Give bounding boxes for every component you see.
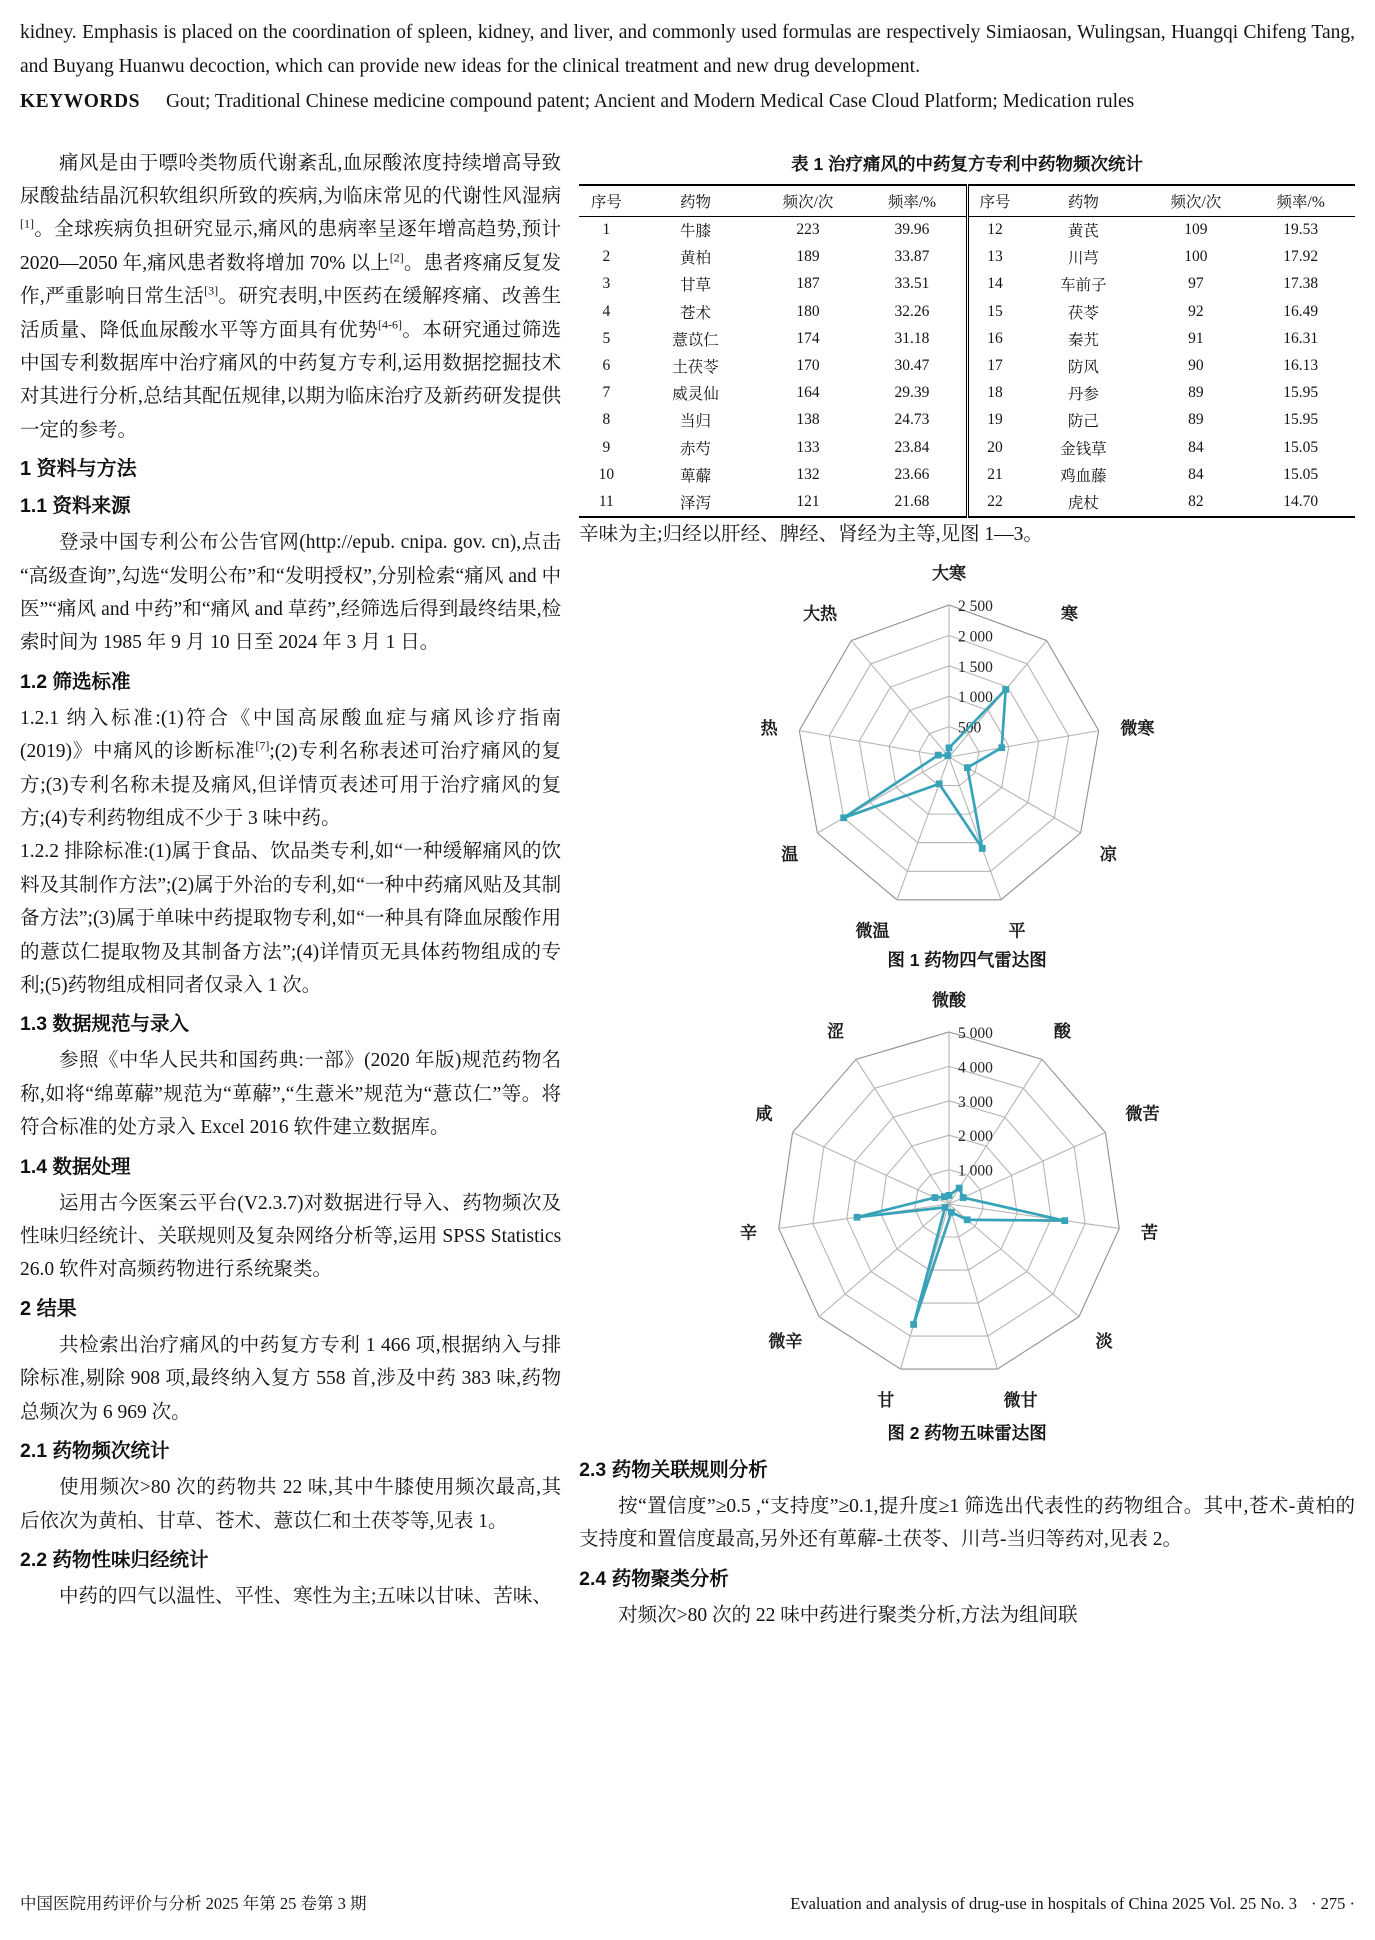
table-cell: 21	[967, 461, 1021, 488]
table-header	[579, 185, 1355, 217]
radar-tick-label: 2 000	[958, 1128, 993, 1146]
section-1-heading: 1 资料与方法	[20, 458, 137, 481]
property-stats-paragraph-start: 中药的四气以温性、平性、寒性为主;五味以甘味、苦味、	[59, 1585, 552, 1607]
four-qi-radar-chart	[587, 557, 1347, 945]
radar-axis-label: 微辛	[768, 1332, 803, 1352]
table-cell: 17.38	[1283, 275, 1319, 293]
radar-data-point	[945, 752, 952, 759]
table-row	[579, 352, 1355, 379]
radar-tick-label: 1 000	[958, 1162, 993, 1180]
table-row	[579, 488, 1355, 516]
radar-data-point	[941, 1193, 948, 1200]
table-cell: 138	[796, 411, 820, 429]
table-cell: 82	[1188, 492, 1204, 510]
figure-2-caption: 图 2 药物五味雷达图	[887, 1422, 1047, 1443]
radar-data-point	[948, 1209, 955, 1216]
table-header-cell: 频次/次	[1145, 185, 1246, 217]
table-cell: 黄芪	[1067, 223, 1099, 241]
drug-frequency-table	[579, 184, 1355, 518]
radar-data-point	[979, 845, 986, 852]
table-cell: 19.53	[1283, 221, 1319, 239]
table-cell: 16.13	[1283, 357, 1319, 375]
table-row	[579, 434, 1355, 461]
table-header-cell: 频率/%	[1246, 185, 1355, 217]
inclusion-criteria-paragraph: 1.2.1 纳入标准:(1)符合《中国高尿酸血症与痛风诊疗指南(2019)》中痛风的诊断标准[7];(2)专利名称表述可治疗痛风的复方;(3)专利名称未提及痛风,但详情页表述可用于治疗痛风的复方;(4)专利药物组成不少于 3 味中药。	[20, 707, 562, 829]
table-cell: 甘草	[680, 277, 712, 295]
keywords-label: KEYWORDS	[20, 91, 140, 112]
table-cell: 15.05	[1283, 465, 1319, 483]
radar-axis-label: 苦	[1141, 1223, 1159, 1243]
table-cell: 21.68	[894, 492, 930, 510]
intro-paragraph: 痛风是由于嘌呤类物质代谢紊乱,血尿酸浓度持续增高导致尿酸盐结晶沉积软组织所致的疾病,为临床常见的代谢性风湿病[1]。全球疾病负担研究显示,痛风的患病率呈逐年增高趋势,预计 2020—2050 年,痛风患者数将增加 70% 以上[2]。患者疼痛反复发作,严重影响日常生活[3]。研究表明,中医药在缓解疼痛、改善生活质量、降低血尿酸水平等方面具有优势[4-6]。本研究通过筛选中国专利数据库中治疗痛风的中药复方专利,运用数据挖掘技术对其进行分析,总结其配伍规律,以期为临床治疗及新药研发提供一定的参考。	[20, 152, 562, 441]
radar-spoke	[799, 731, 949, 757]
radar-axis-label: 大寒	[932, 563, 967, 583]
table-cell: 1	[602, 221, 611, 239]
section-1-1-heading: 1.1 资料来源	[20, 495, 131, 518]
association-rules-paragraph: 按“置信度”≥0.5 ,“支持度”≥0.1,提升度≥1 筛选出代表性的药物组合。其中,苍术-黄柏的支持度和置信度最高,另外还有萆薢-土茯苓、川芎-当归等药对,见表 2。	[579, 1495, 1355, 1551]
radar-axis-label: 温	[781, 844, 799, 864]
footer-journal-english-text: Evaluation and analysis of drug-use in hospitals of China 2025 Vol. 25 No. 3	[790, 1894, 1297, 1913]
table-cell: 189	[796, 248, 820, 266]
table-cell: 5	[602, 329, 611, 347]
table-row	[579, 461, 1355, 488]
table-row	[579, 298, 1355, 325]
table-cell: 14.70	[1283, 492, 1319, 510]
table-cell: 14	[967, 271, 1021, 298]
table-row	[579, 325, 1355, 352]
section-1-3-heading: 1.3 数据规范与录入	[20, 1013, 190, 1036]
table-cell: 109	[1184, 221, 1208, 239]
table-body	[579, 216, 1355, 517]
page-footer	[20, 1890, 1355, 1914]
table-cell: 车前子	[1060, 277, 1107, 295]
radar-spoke	[817, 757, 949, 833]
radar-spoke	[949, 1204, 997, 1369]
radar-axis-label: 微苦	[1125, 1104, 1160, 1124]
table-cell: 防己	[1067, 413, 1099, 431]
table-cell: 茯苓	[1067, 304, 1099, 322]
table-cell: 92	[1188, 302, 1204, 320]
radar-data-point	[942, 1204, 949, 1211]
radar-axis-label: 寒	[1060, 604, 1078, 624]
radar-data-point	[840, 814, 847, 821]
table-cell: 18	[967, 380, 1021, 407]
radar-data-point	[1061, 1217, 1068, 1224]
footer-journal-chinese: 中国医院用药评价与分析 2025 年第 25 卷第 3 期	[20, 1894, 367, 1913]
data-standardization-paragraph: 参照《中华人民共和国药典:一部》(2020 年版)规范药物名称,如将“绵萆薢”规范为“萆薢”,“生薏米”规范为“薏苡仁”等。将符合标准的处方录入 Excel 2016 软件建立数据库。	[20, 1050, 562, 1139]
keywords-line	[20, 85, 1355, 119]
table-cell: 16.31	[1283, 329, 1319, 347]
radar-axis-label: 热	[760, 718, 778, 738]
table-cell: 17	[967, 352, 1021, 379]
radar-data-point	[964, 764, 971, 771]
exclusion-criteria-paragraph: 1.2.2 排除标准:(1)属于食品、饮品类专利,如“一种缓解痛风的饮料及其制作方法”;(2)属于外治的专利,如“一种中药痛风贴及其制备方法”;(3)属于单味中药提取物专利,如“一种具有降血尿酸作用的薏苡仁提取物及其制备方法”;(4)详情页无具体药物组成的专利;(5)药物组成相同者仅录入 1 次。	[20, 841, 562, 997]
section-2-3-heading: 2.3 药物关联规则分析	[579, 1458, 768, 1481]
two-column-body	[20, 147, 1355, 1633]
table-cell: 鸡血藤	[1060, 467, 1107, 485]
table-cell: 170	[796, 357, 820, 375]
table-cell: 33.87	[894, 248, 930, 266]
radar-tick-label: 1 500	[958, 658, 993, 676]
table-cell: 133	[796, 438, 820, 456]
section-2-heading: 2 结果	[20, 1297, 77, 1320]
radar-axis-label: 酸	[1053, 1021, 1071, 1041]
table-cell: 15.95	[1283, 384, 1319, 402]
table-header-cell: 药物	[1021, 185, 1145, 217]
table-cell: 187	[796, 275, 820, 293]
radar-axis-label: 微酸	[932, 990, 967, 1010]
radar-tick-label: 1 000	[958, 689, 993, 707]
table-header-cell: 频率/%	[858, 185, 967, 217]
table-cell: 31.18	[894, 329, 930, 347]
radar-axis-label: 辛	[740, 1223, 758, 1243]
radar-axis-label: 咸	[755, 1104, 773, 1124]
radar-axis-label: 微甘	[1003, 1391, 1038, 1411]
radar-spoke	[949, 757, 1001, 900]
table-cell: 84	[1188, 438, 1204, 456]
table-cell: 32.26	[894, 302, 930, 320]
radar-tick-label: 3 000	[958, 1093, 993, 1111]
table-cell: 164	[796, 384, 820, 402]
radar-tick-label: 500	[958, 719, 982, 737]
table-cell: 84	[1188, 465, 1204, 483]
results-overview-paragraph: 共检索出治疗痛风的中药复方专利 1 466 项,根据纳入与排除标准,剔除 908 项,最终纳入复方 558 首,涉及中药 383 味,药物总频次为 6 969 次。	[20, 1334, 562, 1423]
table-cell: 132	[796, 465, 820, 483]
frequency-stats-paragraph: 使用频次>80 次的药物共 22 味,其中牛膝使用频次最高,其后依次为黄柏、甘草、苍术、薏苡仁和土茯苓等,见表 1。	[20, 1477, 562, 1532]
data-source-paragraph: 登录中国专利公布公告官网(http://epub. cnipa. gov. cn),点击“高级查询”,勾选“发明公布”和“发明授权”,分别检索“痛风 and 中医”“痛风 and 中药”和“痛风 and 草药”,经筛选后得到最终结果,检索时间为 1985 年 9 月 10 日至 2024 年 3 月 1 日。	[20, 532, 562, 654]
table-cell: 丹参	[1067, 386, 1099, 404]
table-cell: 威灵仙	[672, 386, 719, 404]
table-cell: 22	[967, 488, 1021, 516]
radar-axis-label: 凉	[1099, 844, 1117, 864]
table-header-cell: 频次/次	[758, 185, 859, 217]
table-cell: 24.73	[894, 411, 930, 429]
table-cell: 12	[967, 216, 1021, 244]
table-cell: 15.95	[1283, 411, 1319, 429]
table-cell: 19	[967, 407, 1021, 434]
radar-data-point	[854, 1214, 861, 1221]
table-cell: 20	[967, 434, 1021, 461]
right-column	[579, 147, 1355, 1633]
table-header-cell: 药物	[633, 185, 757, 217]
table-cell: 8	[602, 411, 611, 429]
radar-tick-label: 2 000	[958, 628, 993, 646]
cluster-analysis-paragraph: 对频次>80 次的 22 味中药进行聚类分析,方法为组间联	[618, 1604, 1078, 1626]
table-cell: 30.47	[894, 357, 930, 375]
table-cell: 97	[1188, 275, 1204, 293]
table-cell: 33.51	[894, 275, 930, 293]
radar-axis-label: 大热	[803, 604, 838, 624]
table-cell: 15.05	[1283, 438, 1319, 456]
radar-axis-label: 微寒	[1120, 718, 1155, 738]
table-cell: 9	[602, 438, 611, 456]
table-cell: 91	[1188, 329, 1204, 347]
table-cell: 当归	[680, 413, 712, 431]
table-cell: 牛膝	[680, 223, 712, 241]
radar-data-point	[1002, 686, 1009, 693]
table-cell: 苍术	[680, 304, 712, 322]
radar-tick-label: 2 500	[958, 597, 993, 615]
table-cell: 2	[602, 248, 611, 266]
table-cell: 16	[967, 325, 1021, 352]
radar-data-point	[956, 1185, 963, 1192]
table-cell: 6	[602, 357, 611, 375]
radar-axis-label: 平	[1008, 921, 1026, 941]
section-1-2-heading: 1.2 筛选标准	[20, 670, 131, 693]
radar-data-point	[960, 1194, 967, 1201]
radar-axis-label: 甘	[877, 1391, 895, 1411]
figure-2	[579, 982, 1355, 1445]
footer-page-number: · 275 ·	[1311, 1894, 1355, 1913]
table-cell: 100	[1184, 248, 1208, 266]
section-2-1-heading: 2.1 药物频次统计	[20, 1440, 170, 1463]
abstract-english-tail: kidney. Emphasis is placed on the coordination of spleen, kidney, and liver, and commonly used formulas are respectively Simiaosan, Wulingsan, Huangqi Chifeng Tang, and Buyang Huanwu decoction, which can provide new ideas for the clinical treatment and new drug development.	[20, 22, 1355, 77]
table-row	[579, 380, 1355, 407]
radar-data-point	[946, 744, 953, 751]
five-flavor-radar-chart	[587, 982, 1347, 1418]
table-cell: 金钱草	[1060, 440, 1107, 458]
radar-axis-label: 涩	[827, 1021, 845, 1041]
table-cell: 薏苡仁	[672, 331, 719, 349]
table-cell: 17.92	[1283, 248, 1319, 266]
radar-spoke	[949, 1204, 1119, 1228]
table-cell: 23.84	[894, 438, 930, 456]
radar-data-point	[998, 744, 1005, 751]
property-stats-paragraph-continuation: 辛味为主;归经以肝经、脾经、肾经为主等,见图 1—3。	[579, 523, 1043, 545]
table-cell: 虎杖	[1067, 494, 1099, 512]
table-cell: 121	[796, 492, 820, 510]
radar-data-point	[910, 1321, 917, 1328]
radar-tick-label: 4 000	[958, 1059, 993, 1077]
table-cell: 萆薢	[680, 467, 712, 485]
radar-data-point	[932, 1194, 939, 1201]
table-cell: 174	[796, 329, 820, 347]
radar-spoke	[851, 641, 949, 757]
table-cell: 16.49	[1283, 302, 1319, 320]
radar-axis-label: 微温	[855, 921, 890, 941]
table-cell: 90	[1188, 357, 1204, 375]
table-1-title: 表 1 治疗痛风的中药复方专利中药物频次统计	[791, 153, 1144, 174]
table-row	[579, 407, 1355, 434]
section-1-4-heading: 1.4 数据处理	[20, 1155, 131, 1178]
table-cell: 土茯苓	[672, 359, 719, 377]
table-cell: 23.66	[894, 465, 930, 483]
keywords-text: Gout; Traditional Chinese medicine compound patent; Ancient and Modern Medical Case Cloud Platform; Medication rules	[165, 91, 1135, 112]
table-row	[579, 271, 1355, 298]
table-header-cell: 序号	[967, 185, 1021, 217]
table-cell: 11	[598, 492, 614, 510]
radar-data-point	[964, 1216, 971, 1223]
table-row	[579, 216, 1355, 244]
left-column	[20, 147, 561, 1633]
table-cell: 39.96	[894, 221, 930, 239]
table-header-cell: 序号	[579, 185, 633, 217]
section-2-4-heading: 2.4 药物聚类分析	[579, 1567, 729, 1590]
table-cell: 89	[1188, 384, 1204, 402]
figure-1-caption: 图 1 药物四气雷达图	[887, 949, 1047, 970]
table-cell: 黄柏	[680, 250, 712, 268]
table-cell: 89	[1188, 411, 1204, 429]
table-cell: 4	[602, 302, 611, 320]
table-cell: 10	[598, 465, 615, 483]
table-cell: 泽泻	[680, 494, 712, 512]
section-2-2-heading: 2.2 药物性味归经统计	[20, 1548, 209, 1571]
table-cell: 29.39	[894, 384, 930, 402]
table-cell: 赤芍	[680, 440, 712, 458]
radar-data-point	[936, 780, 943, 787]
radar-axis-label: 淡	[1095, 1332, 1113, 1352]
table-cell: 川芎	[1067, 250, 1099, 268]
table-cell: 秦艽	[1067, 331, 1099, 349]
radar-data-point	[935, 752, 942, 759]
table-row	[579, 244, 1355, 271]
footer-journal-english	[790, 1894, 1355, 1914]
table-cell: 223	[796, 221, 820, 239]
data-processing-paragraph: 运用古今医案云平台(V2.3.7)对数据进行导入、药物频次及性味归经统计、关联规则及复杂网络分析等,运用 SPSS Statistics 26.0 软件对高频药物进行系统聚类。	[20, 1192, 562, 1281]
table-cell: 3	[602, 275, 611, 293]
table-cell: 13	[967, 244, 1021, 271]
table-cell: 15	[967, 298, 1021, 325]
table-header-row	[579, 185, 1355, 217]
table-cell: 180	[796, 302, 820, 320]
figure-1	[579, 557, 1355, 972]
table-cell: 防风	[1067, 359, 1099, 377]
table-cell: 7	[602, 384, 611, 402]
radar-tick-label: 5 000	[958, 1024, 993, 1042]
